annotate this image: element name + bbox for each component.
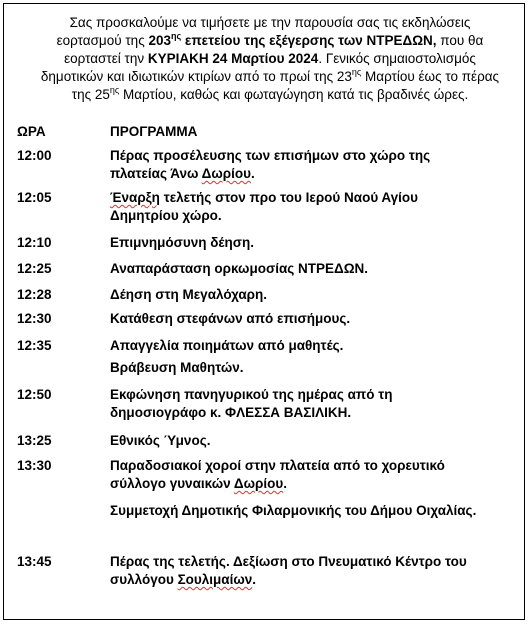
description-line: Απαγγελία ποιημάτων από μαθητές. xyxy=(110,338,344,353)
invitation-paragraph xyxy=(14,14,526,104)
row-time: 12:10 xyxy=(17,235,52,250)
row-time: 13:25 xyxy=(17,433,52,448)
row-description: Αναπαράσταση ορκωμοσίας ΝΤΡΕΔΩΝ. xyxy=(110,261,369,276)
description-text: τελετής στον προ του Ιερού Ναού Αγίου xyxy=(159,190,419,205)
row-description xyxy=(110,189,522,225)
description-line: Δημητρίου χώρο. xyxy=(110,208,222,223)
row-time: 13:30 xyxy=(17,458,52,473)
description-text: . xyxy=(250,166,255,181)
row-time: 12:25 xyxy=(17,261,52,276)
anniversary-title: επετείου της εξέγερσης των ΝΤΡΕΔΩΝ, xyxy=(181,33,437,48)
time-column-header: ΩΡΑ xyxy=(17,124,46,139)
program-column-header: ΠΡΟΓΡΑΜΜΑ xyxy=(110,124,198,139)
superscript: ης xyxy=(351,66,362,77)
description-line: δημοσιογράφο κ. ΦΛΕΣΣΑ ΒΑΣΙΛΙΚΗ. xyxy=(110,405,352,420)
superscript: ης xyxy=(170,30,182,41)
anniversary-number: 203 xyxy=(148,33,171,48)
row-time: 12:00 xyxy=(17,148,52,163)
row-time: 12:35 xyxy=(17,338,52,353)
row-time: 12:50 xyxy=(17,387,52,402)
intro-text: . Γενικός σημαιοστολισμός xyxy=(318,51,476,66)
intro-text: δημοτικών και ιδιωτικών κτιρίων από το πρωί της 23 xyxy=(40,69,352,84)
row-time: 12:28 xyxy=(17,287,52,302)
description-line: Παραδοσιακοί χοροί στην πλατεία από το χορευτικό xyxy=(110,458,445,473)
row-time: 12:05 xyxy=(17,190,52,205)
intro-text: που θα xyxy=(436,33,484,48)
description-line: Βράβευση Μαθητών. xyxy=(110,360,244,375)
intro-text: Μαρτίου, καθώς και φωταγώγηση κατά τις βραδινές ώρες. xyxy=(119,87,469,102)
intro-text: Μαρτίου έως το πέρας xyxy=(361,69,500,84)
row-time: 12:30 xyxy=(17,311,52,326)
row-description xyxy=(110,457,522,520)
intro-text: εορτασμού της xyxy=(56,33,149,48)
row-description: Επιμνημόσυνη δέηση. xyxy=(110,235,254,250)
description-text: . xyxy=(252,572,257,587)
description-line: Εκφώνηση πανηγυρικού της ημέρας από τη xyxy=(110,387,393,402)
row-description: Εθνικός Ύμνος. xyxy=(110,433,211,448)
description-line: Συμμετοχή Δημοτικής Φιλαρμονικής του Δήμου Οιχαλίας. xyxy=(110,503,477,518)
description-text: συλλόγου xyxy=(110,572,178,587)
spellcheck-word: Σουλιμαίων xyxy=(177,572,253,587)
row-time: 13:45 xyxy=(17,554,52,569)
row-description: Κατάθεση στεφάνων από επισήμους. xyxy=(110,311,351,326)
intro-line-1: Σας προσκαλούμε να τιμήσετε με την παρουσία σας τις εκδηλώσεις xyxy=(69,15,471,30)
document-frame xyxy=(3,3,525,620)
description-text: σύλλογο γυναικών xyxy=(110,476,234,491)
row-description: Δέηση στη Μεγαλόχαρη. xyxy=(110,287,268,302)
description-line: Πέρας προσέλευσης των επισήμων στο χώρο της xyxy=(110,148,431,163)
row-description xyxy=(110,386,522,422)
description-text: πλατείας Άνω xyxy=(110,166,202,181)
row-description xyxy=(110,147,522,183)
spellcheck-word: Δωρίου xyxy=(233,476,284,491)
description-text: . xyxy=(283,476,287,491)
spellcheck-word: Έναρξη xyxy=(110,190,160,205)
intro-text: της 25 xyxy=(71,87,110,102)
row-description xyxy=(110,337,522,377)
superscript: ης xyxy=(109,84,120,95)
spellcheck-word: Δωρίου xyxy=(201,166,251,181)
row-description xyxy=(110,553,522,589)
intro-text: εορταστεί την xyxy=(64,51,148,66)
description-line: Πέρας της τελετής. Δεξίωση στο Πνευματικό Κέντρο του xyxy=(110,554,467,569)
event-date: ΚΥΡΙΑΚΗ 24 Μαρτίου 2024 xyxy=(147,51,319,66)
